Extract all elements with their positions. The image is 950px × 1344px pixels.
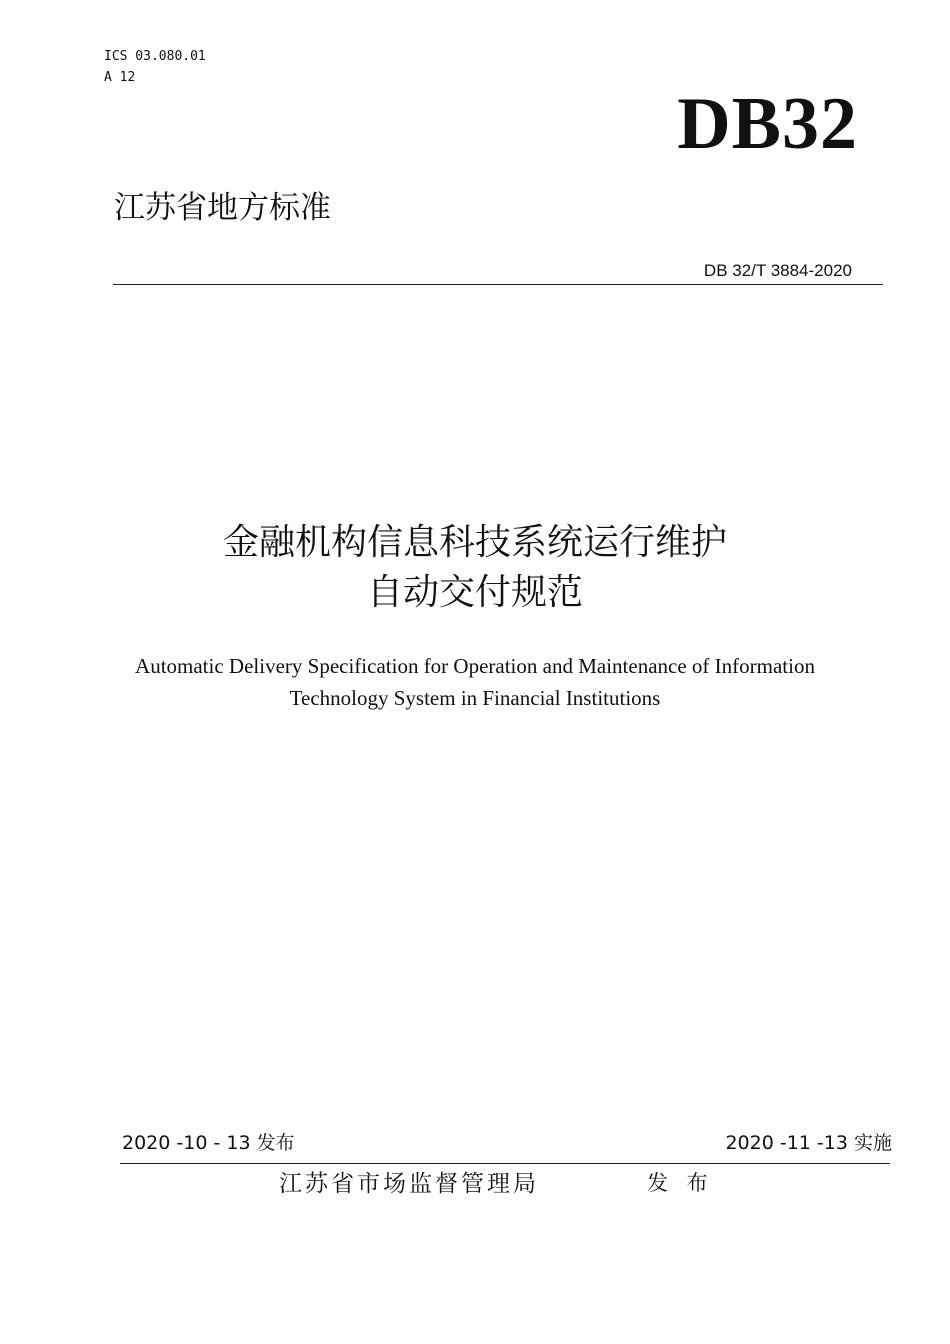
- header-divider: [113, 284, 883, 285]
- issue-date: 2020 -10 - 13 发布: [122, 1132, 295, 1154]
- standard-type: 江苏省地方标准: [114, 190, 331, 226]
- db32-logo: DB32: [677, 83, 858, 165]
- standard-number: DB 32/T 3884-2020: [703, 261, 852, 280]
- ics-code: ICS 03.080.01: [104, 49, 206, 64]
- title-english: [0, 650, 950, 714]
- publisher: 江苏省市场监督管理局: [279, 1171, 539, 1197]
- title-chinese-line-1: 金融机构信息科技系统运行维护: [222, 522, 727, 563]
- title-chinese-line-2: 自动交付规范: [366, 572, 583, 613]
- footer-divider: [120, 1163, 890, 1164]
- title-english-line-1: Automatic Delivery Specification for Operation and Maintenance of Information: [135, 654, 815, 678]
- title-english-line-2: Technology System in Financial Institutions: [289, 686, 661, 710]
- implementation-date: 2020 -11 -13 实施: [725, 1132, 892, 1154]
- publish-label: 发 布: [647, 1171, 714, 1195]
- classification-code: A 12: [104, 70, 136, 85]
- title-chinese: [0, 518, 950, 618]
